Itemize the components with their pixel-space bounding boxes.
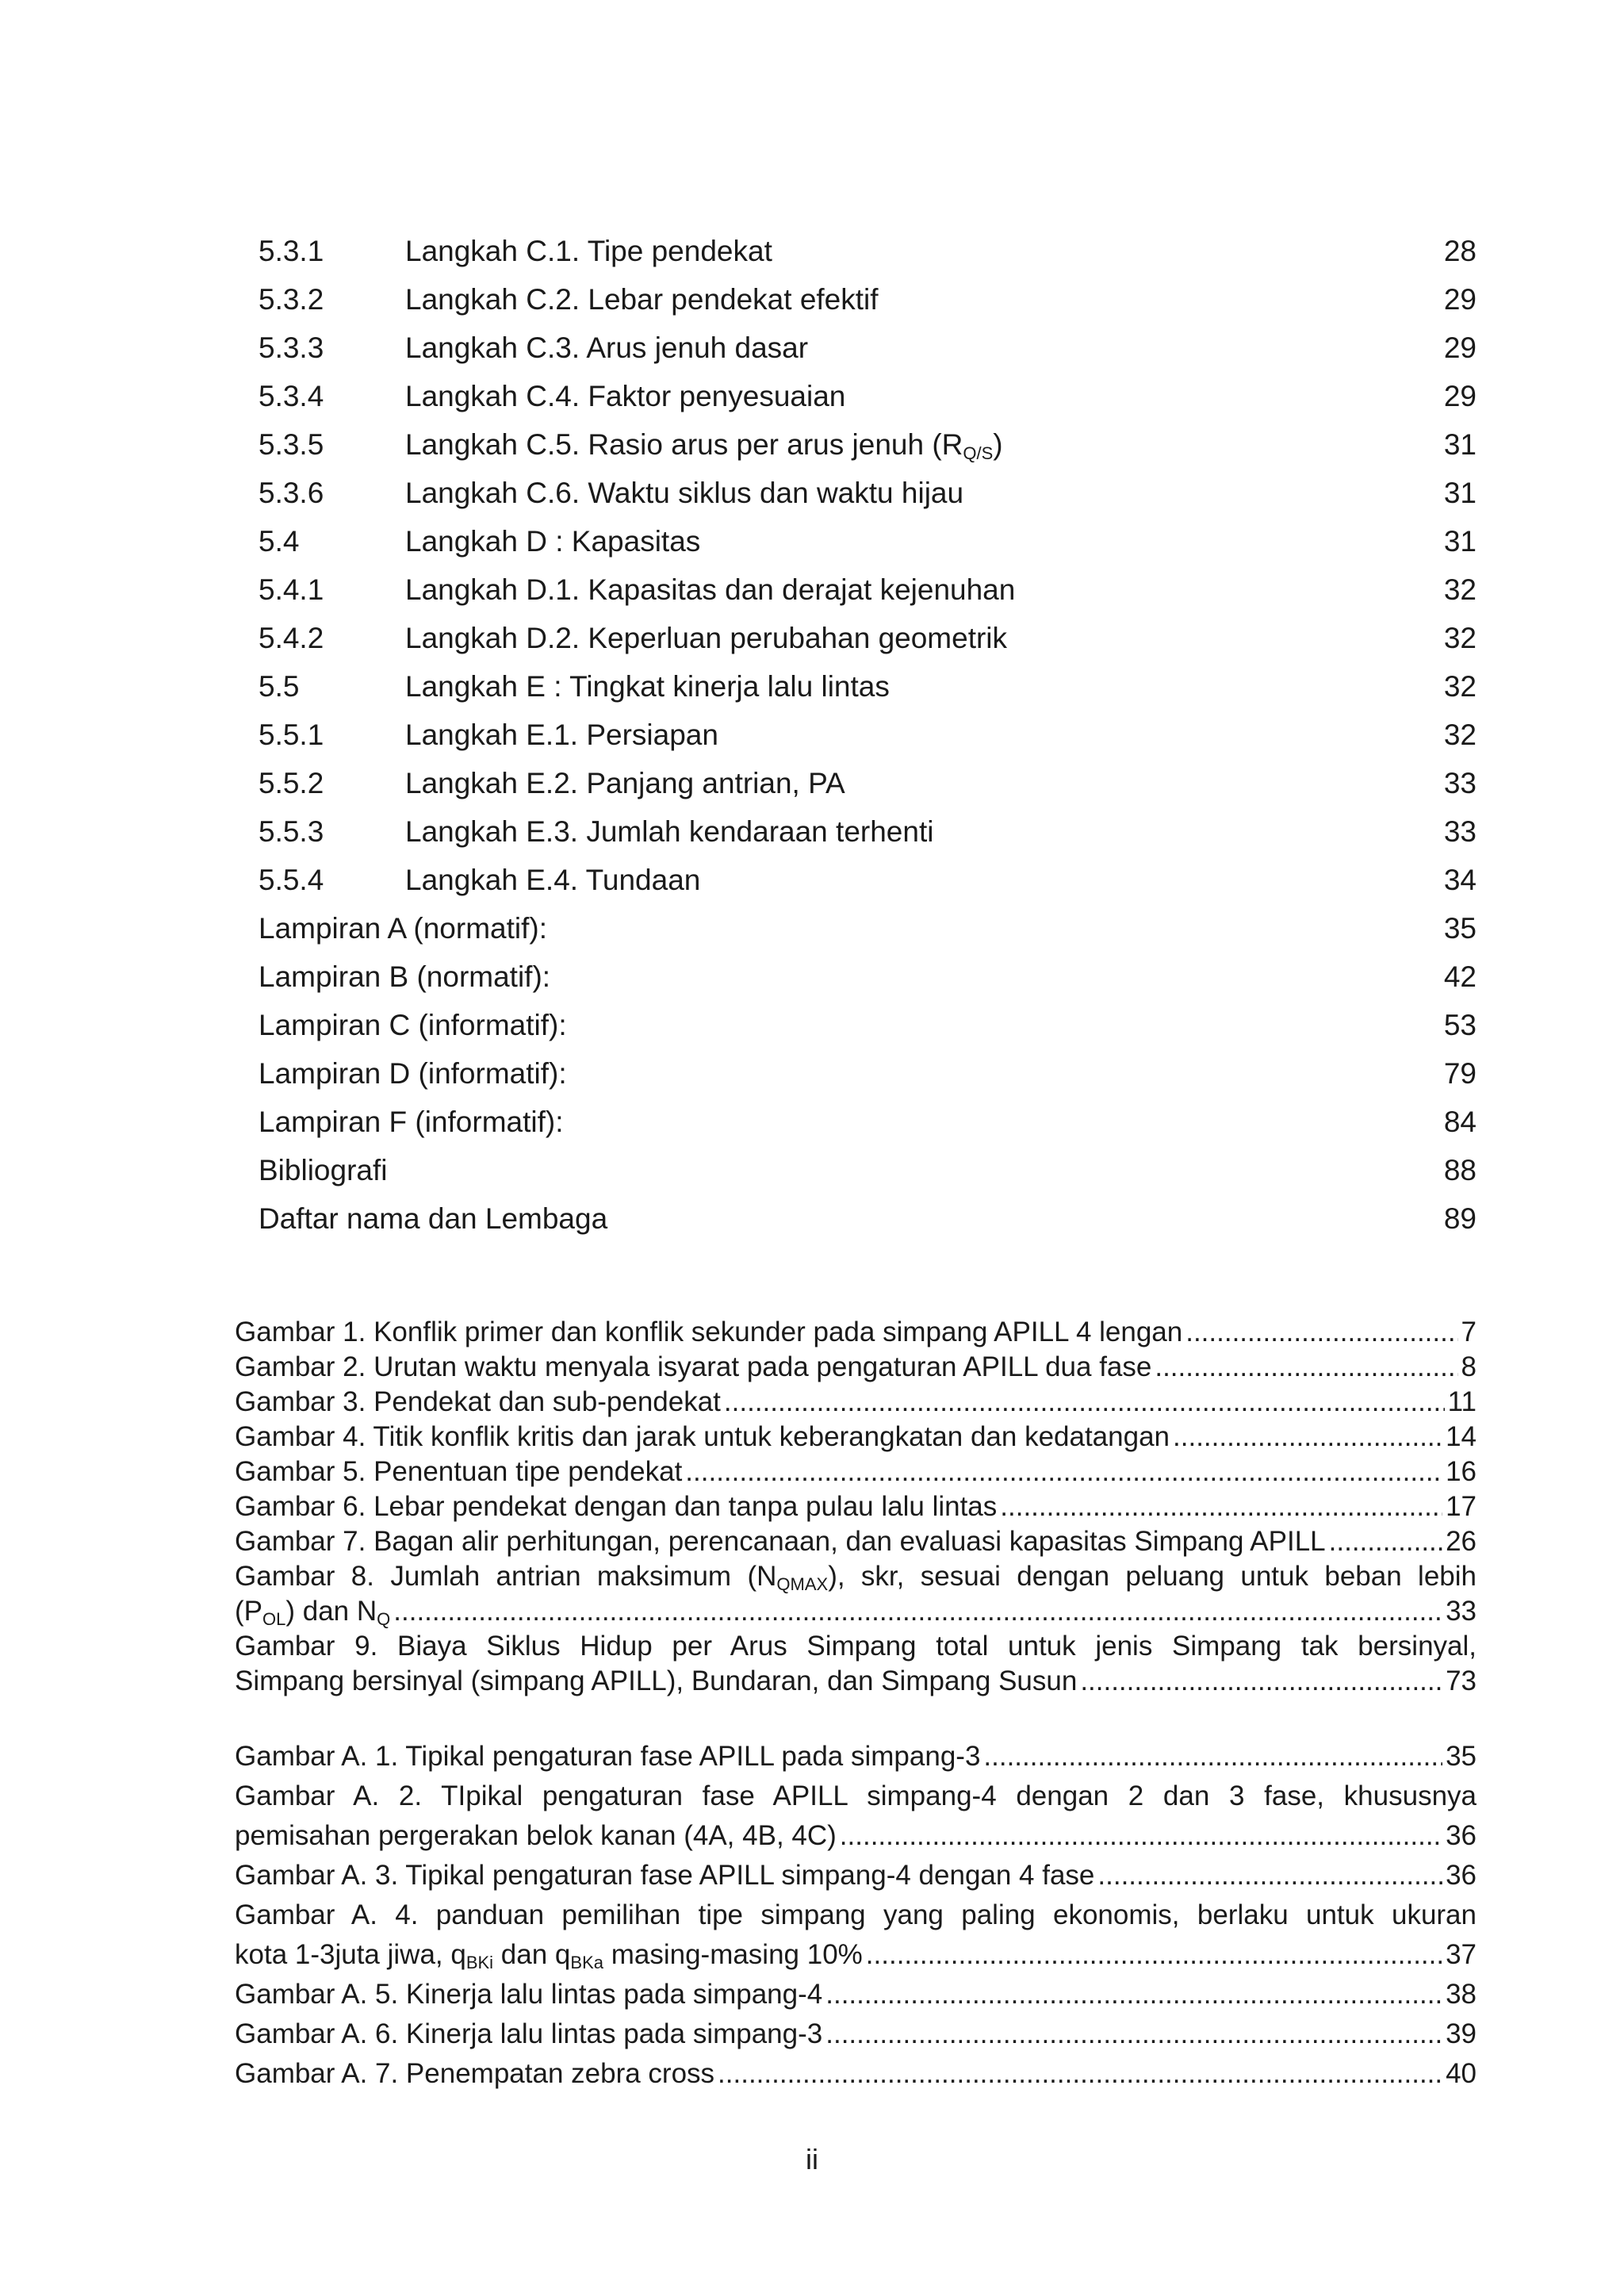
toc-entry-daftar-nama[interactable]	[259, 1194, 1477, 1243]
toc-page: 32	[1443, 719, 1477, 751]
toc-entry-lampiran-f[interactable]	[259, 1098, 1477, 1146]
figure-caption-line-2	[235, 1816, 1477, 1856]
toc-title: Langkah C.2. Lebar pendekat efektif	[405, 283, 879, 316]
toc-title-end: )	[993, 428, 1003, 461]
figure-page: 36	[1446, 1860, 1477, 1891]
toc-number: 5.5	[259, 670, 300, 703]
toc-title: Lampiran D (informatif):	[259, 1057, 567, 1090]
toc-page: 79	[1443, 1057, 1477, 1090]
dot-leader	[1155, 1350, 1457, 1385]
figure-caption: Gambar A. 3. Tipikal pengaturan fase APILL simpang-4 dengan 4 fase	[235, 1860, 1095, 1891]
figure-entry-3[interactable]	[235, 1385, 1477, 1420]
toc-title: Langkah D : Kapasitas	[405, 525, 701, 558]
figure-page: 14	[1446, 1421, 1477, 1452]
toc-entry-5-3-1[interactable]	[259, 227, 1477, 275]
figure-caption: Gambar A. 1. Tipikal pengaturan fase APILL pada simpang-3	[235, 1741, 981, 1772]
toc-title: Lampiran F (informatif):	[259, 1106, 564, 1138]
subscript: QMAX	[776, 1574, 829, 1594]
toc-title: Bibliografi	[259, 1154, 388, 1186]
table-of-contents	[259, 227, 1477, 1243]
figure-caption: Gambar 7. Bagan alir perhitungan, perencanaan, dan evaluasi kapasitas Simpang APILL	[235, 1526, 1326, 1557]
toc-entry-lampiran-b[interactable]	[259, 953, 1477, 1001]
toc-title: Langkah D.1. Kapasitas dan derajat kejenuhan	[405, 573, 1016, 606]
figure-page: 7	[1461, 1317, 1477, 1347]
dot-leader	[825, 2014, 1442, 2054]
page-number: ii	[806, 2143, 818, 2175]
toc-entry-lampiran-a[interactable]	[259, 904, 1477, 953]
toc-page: 29	[1443, 283, 1477, 316]
toc-entry-5-5-2[interactable]	[259, 759, 1477, 807]
toc-title: Langkah C.1. Tipe pendekat	[405, 235, 772, 267]
figure-a-entry-6[interactable]	[235, 2014, 1477, 2054]
figure-caption-line-2	[235, 1594, 1477, 1629]
figure-entry-9[interactable]	[235, 1629, 1477, 1699]
figure-a-entry-5[interactable]	[235, 1975, 1477, 2014]
figure-caption: Gambar 4. Titik konflik kritis dan jarak untuk keberangkatan dan kedatangan	[235, 1421, 1170, 1452]
caption-part: dan q	[493, 1939, 571, 1970]
toc-entry-5-5-4[interactable]	[259, 856, 1477, 904]
toc-title: Langkah C.3. Arus jenuh dasar	[405, 332, 809, 364]
figure-entry-2[interactable]	[235, 1350, 1477, 1385]
toc-entry-5-3-2[interactable]	[259, 275, 1477, 324]
toc-number: 5.3.6	[259, 477, 324, 509]
dot-leader	[393, 1594, 1442, 1629]
toc-number: 5.5.1	[259, 719, 324, 751]
caption-part: kota 1-3juta jiwa, q	[235, 1939, 466, 1970]
toc-page: 32	[1443, 573, 1477, 606]
figure-caption-line-1: Gambar A. 4. panduan pemilihan tipe simpang yang paling ekonomis, berlaku untuk ukuran	[235, 1899, 1477, 1930]
figure-entry-7[interactable]	[235, 1524, 1477, 1559]
toc-entry-5-5[interactable]	[259, 662, 1477, 711]
figure-caption-line-2	[235, 1664, 1477, 1699]
figure-page: 73	[1446, 1665, 1477, 1696]
toc-entry-5-4-2[interactable]	[259, 614, 1477, 662]
toc-page: 31	[1443, 477, 1477, 509]
dot-leader	[866, 1935, 1442, 1975]
subscript: BKa	[570, 1953, 603, 1972]
toc-title: Langkah E : Tingkat kinerja lalu lintas	[405, 670, 890, 703]
toc-page: 34	[1443, 864, 1477, 896]
caption-part: (P	[235, 1596, 262, 1627]
figure-page: 17	[1446, 1491, 1477, 1522]
toc-number: 5.3.2	[259, 283, 324, 316]
toc-entry-5-4[interactable]	[259, 517, 1477, 565]
figure-caption-line-1: Gambar 9. Biaya Siklus Hidup per Arus Simpang total untuk jenis Simpang tak bersinyal,	[235, 1631, 1477, 1662]
dot-leader	[1080, 1664, 1442, 1699]
figure-page: 33	[1446, 1596, 1477, 1627]
toc-number: 5.5.4	[259, 864, 324, 896]
figure-caption: Gambar 5. Penentuan tipe pendekat	[235, 1456, 683, 1487]
toc-entry-bibliografi[interactable]	[259, 1146, 1477, 1194]
dot-leader	[1185, 1315, 1457, 1350]
dot-leader	[983, 1737, 1442, 1777]
toc-entry-5-5-1[interactable]	[259, 711, 1477, 759]
figure-page: 40	[1446, 2058, 1477, 2089]
toc-number: 5.5.3	[259, 815, 324, 848]
figure-a-entry-3[interactable]	[235, 1856, 1477, 1895]
toc-entry-5-3-6[interactable]	[259, 469, 1477, 517]
figure-a-entry-4[interactable]	[235, 1895, 1477, 1975]
toc-page: 42	[1443, 960, 1477, 993]
toc-title: Daftar nama dan Lembaga	[259, 1202, 608, 1235]
dot-leader	[825, 1975, 1442, 2014]
figure-a-entry-2[interactable]	[235, 1777, 1477, 1856]
figure-page: 26	[1446, 1526, 1477, 1557]
dot-leader	[1000, 1489, 1442, 1524]
toc-title: Langkah E.1. Persiapan	[405, 719, 718, 751]
figure-page: 39	[1446, 2018, 1477, 2049]
caption-part	[235, 1935, 863, 1975]
toc-entry-5-4-1[interactable]	[259, 565, 1477, 614]
toc-title: Langkah D.2. Keperluan perubahan geometrik	[405, 622, 1008, 654]
toc-entry-lampiran-c[interactable]	[259, 1001, 1477, 1049]
toc-number: 5.4.2	[259, 622, 324, 654]
toc-number: 5.4.1	[259, 573, 324, 606]
subscript: Q/S	[963, 443, 994, 463]
toc-title: Lampiran A (normatif):	[259, 912, 547, 945]
toc-title: Lampiran C (informatif):	[259, 1009, 567, 1041]
toc-number: 5.3.4	[259, 380, 324, 412]
list-of-figures	[235, 1315, 1477, 1699]
toc-title	[405, 420, 1003, 469]
caption-part: masing-masing 10%	[603, 1939, 863, 1970]
dot-leader	[840, 1816, 1442, 1856]
toc-number: 5.4	[259, 525, 300, 558]
figure-caption: Gambar 6. Lebar pendekat dengan dan tanpa pulau lalu lintas	[235, 1491, 998, 1522]
toc-page: 89	[1443, 1202, 1477, 1235]
caption-part: Gambar 8. Jumlah antrian maksimum (N	[235, 1561, 777, 1592]
toc-title-text: Langkah C.5. Rasio arus per arus jenuh (R	[405, 428, 963, 461]
toc-page: 29	[1443, 332, 1477, 364]
toc-page: 32	[1443, 670, 1477, 703]
toc-page: 29	[1443, 380, 1477, 412]
toc-title: Langkah C.6. Waktu siklus dan waktu hijau	[405, 477, 964, 509]
figure-entry-5[interactable]	[235, 1455, 1477, 1489]
subscript: BKi	[465, 1953, 494, 1972]
toc-title: Langkah E.3. Jumlah kendaraan terhenti	[405, 815, 934, 848]
toc-page: 31	[1443, 428, 1477, 461]
toc-number: 5.5.2	[259, 767, 324, 799]
figure-caption: Gambar 2. Urutan waktu menyala isyarat pada pengaturan APILL dua fase	[235, 1351, 1152, 1382]
toc-page: 35	[1443, 912, 1477, 945]
dot-leader	[718, 2054, 1442, 2094]
toc-entry-5-3-4[interactable]	[259, 372, 1477, 420]
caption-part: ), skr, sesuai dengan peluang untuk beban lebih	[828, 1561, 1477, 1592]
toc-entry-lampiran-d[interactable]	[259, 1049, 1477, 1098]
figure-page: 8	[1461, 1351, 1477, 1382]
list-of-appendix-figures	[235, 1737, 1477, 2094]
toc-entry-5-3-5[interactable]	[259, 420, 1477, 469]
caption-part: pemisahan pergerakan belok kanan (4A, 4B, 4C)	[235, 1820, 837, 1851]
caption-part: ) dan N	[285, 1596, 377, 1627]
toc-page: 28	[1443, 235, 1477, 267]
toc-title: Langkah E.4. Tundaan	[405, 864, 701, 896]
figure-caption: Gambar A. 7. Penempatan zebra cross	[235, 2058, 715, 2089]
figure-page: 36	[1446, 1820, 1477, 1851]
dot-leader	[1173, 1420, 1442, 1455]
figure-caption: Gambar 1. Konflik primer dan konflik sekunder pada simpang APILL 4 lengan	[235, 1317, 1183, 1347]
toc-title: Langkah C.4. Faktor penyesuaian	[405, 380, 846, 412]
figure-caption: Gambar A. 5. Kinerja lalu lintas pada simpang-4	[235, 1979, 823, 2010]
toc-entry-5-5-3[interactable]	[259, 807, 1477, 856]
figure-a-entry-7[interactable]	[235, 2054, 1477, 2094]
figure-page: 35	[1446, 1741, 1477, 1772]
dot-leader	[685, 1455, 1442, 1489]
toc-page: 88	[1443, 1154, 1477, 1186]
toc-number: 5.3.5	[259, 428, 324, 461]
figure-entry-6[interactable]	[235, 1489, 1477, 1524]
figure-caption-line-1: Gambar A. 2. TIpikal pengaturan fase APILL simpang-4 dengan 2 dan 3 fase, khususnya	[235, 1780, 1477, 1811]
dot-leader	[724, 1385, 1445, 1420]
figure-page: 38	[1446, 1979, 1477, 2010]
toc-number: 5.3.3	[259, 332, 324, 364]
figure-page: 37	[1446, 1939, 1477, 1970]
figure-caption: Gambar A. 6. Kinerja lalu lintas pada simpang-3	[235, 2018, 823, 2049]
toc-entry-5-3-3[interactable]	[259, 324, 1477, 372]
figure-a-entry-1[interactable]	[235, 1737, 1477, 1777]
figure-page: 16	[1446, 1456, 1477, 1487]
toc-page: 32	[1443, 622, 1477, 654]
figure-page: 11	[1447, 1386, 1477, 1417]
toc-title: Langkah E.2. Panjang antrian, PA	[405, 767, 845, 799]
subscript: OL	[262, 1609, 286, 1629]
figure-caption-line-1	[235, 1559, 1477, 1594]
figure-entry-8[interactable]	[235, 1559, 1477, 1629]
figure-caption: Gambar 3. Pendekat dan sub-pendekat	[235, 1386, 721, 1417]
caption-part	[235, 1594, 390, 1629]
figure-entry-1[interactable]	[235, 1315, 1477, 1350]
caption-part: Simpang bersinyal (simpang APILL), Bundaran, dan Simpang Susun	[235, 1665, 1078, 1696]
toc-page: 31	[1443, 525, 1477, 558]
toc-title: Lampiran B (normatif):	[259, 960, 551, 993]
subscript: Q	[377, 1609, 391, 1629]
toc-number: 5.3.1	[259, 235, 324, 267]
dot-leader	[1097, 1856, 1442, 1895]
toc-page: 84	[1443, 1106, 1477, 1138]
toc-page: 33	[1443, 815, 1477, 848]
toc-page: 53	[1443, 1009, 1477, 1041]
figure-caption-line-2	[235, 1935, 1477, 1975]
toc-page: 33	[1443, 767, 1477, 799]
dot-leader	[1329, 1524, 1442, 1559]
figure-entry-4[interactable]	[235, 1420, 1477, 1455]
